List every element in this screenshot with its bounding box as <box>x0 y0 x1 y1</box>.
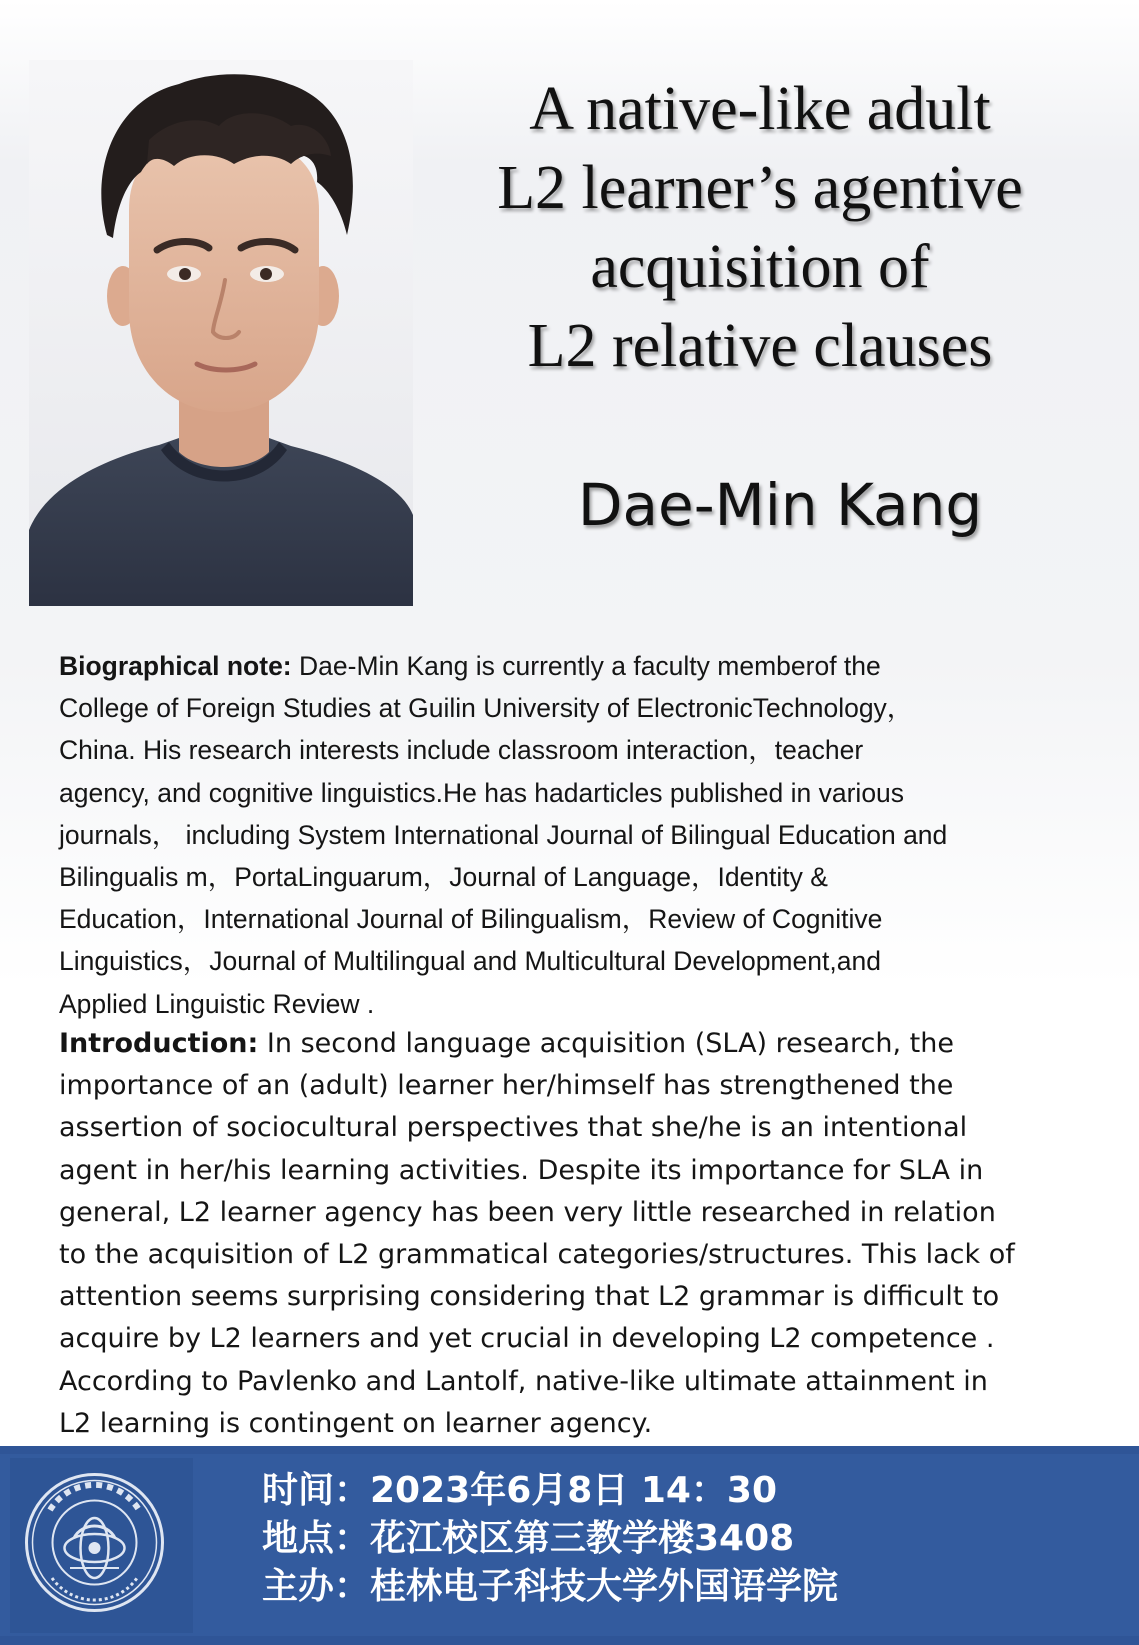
title-line: L2 relative clauses <box>527 312 993 380</box>
intro-line: attention seems surprising considering that L2 grammar is difficult to <box>59 1281 1000 1313</box>
title-line: acquisition of <box>590 233 930 301</box>
bio-line: Linguistics，Journal of Multilingual and Multicultural Development,and <box>59 946 881 977</box>
bio-line: Applied Linguistic Review . <box>59 988 375 1019</box>
intro-line: agent in her/his learning activities. Despite its importance for SLA in <box>59 1154 984 1186</box>
title-line: L2 learner’s agentive <box>497 154 1023 222</box>
bio-line: China. His research interests include classroom interaction，teacher <box>59 735 864 766</box>
bio-line: agency, and cognitive linguistics.He has hadarticles published in various <box>59 777 905 808</box>
event-place: 地点：花江校区第三教学楼3408 <box>262 1518 795 1559</box>
lecture-title <box>440 70 1080 386</box>
intro-line: assertion of sociocultural perspectives that she/he is an intentional <box>59 1112 968 1144</box>
university-seal-icon <box>22 1470 167 1615</box>
intro-line: According to Pavlenko and Lantolf, native-like ultimate attainment in <box>59 1365 988 1397</box>
bio-line: College of Foreign Studies at Guilin University of ElectronicTechnology， <box>59 693 914 724</box>
bio-line: journals， including System International Journal of Bilingual Education and <box>59 819 948 850</box>
biographical-note <box>59 645 1099 1025</box>
bio-line: Bilingualis m，PortaLinguarum，Journal of Language，Identity & <box>59 862 828 893</box>
intro-line <box>59 1023 1109 1065</box>
intro-line: L2 learning is contingent on learner agency. <box>59 1407 653 1439</box>
introduction <box>59 1023 1109 1445</box>
title-line: A native-like adult <box>529 75 991 143</box>
intro-line: to the acquisition of L2 grammatical categories/structures. This lack of <box>59 1239 1015 1271</box>
event-host: 主办：桂林电子科技大学外国语学院 <box>262 1566 839 1607</box>
event-info <box>262 1467 838 1611</box>
bio-text: Dae-Min Kang is currently a faculty memberof the <box>291 651 881 681</box>
bio-label: Biographical note: <box>59 651 292 681</box>
intro-text: In second language acquisition (SLA) research, the <box>258 1028 954 1059</box>
speaker-name: Dae-Min Kang <box>577 471 983 539</box>
intro-label: Introduction: <box>59 1028 259 1059</box>
speaker-photo <box>29 60 413 606</box>
intro-line: general, L2 learner agency has been very little researched in relation <box>59 1196 996 1228</box>
event-time: 时间：2023年6月8日 14：30 <box>262 1470 778 1511</box>
intro-line: acquire by L2 learners and yet crucial in developing L2 competence . <box>59 1323 995 1355</box>
intro-line: importance of an (adult) learner her/himself has strengthened the <box>59 1070 954 1102</box>
bio-line <box>59 645 1099 687</box>
bio-line: Education，International Journal of Bilingualism，Review of Cognitive <box>59 904 883 935</box>
